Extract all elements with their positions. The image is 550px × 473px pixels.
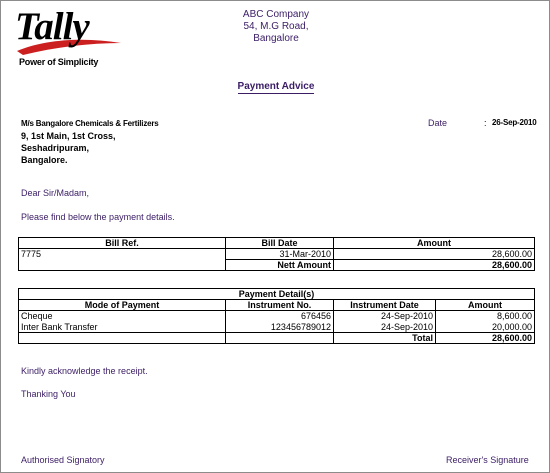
bill-date-cell: 31-Mar-2010 bbox=[226, 249, 334, 260]
closing-text: Thanking You bbox=[21, 389, 76, 399]
table-row bbox=[19, 311, 535, 322]
tally-logo bbox=[15, 7, 125, 69]
company-address-line1: 54, M.G Road, bbox=[243, 21, 309, 32]
total-value: 28,600.00 bbox=[436, 333, 535, 344]
date-colon: : bbox=[484, 118, 487, 128]
instrument-date-cell: 24-Sep-2010 bbox=[334, 311, 436, 322]
column-header: Mode of Payment bbox=[19, 300, 226, 311]
column-header: Bill Ref. bbox=[19, 238, 226, 249]
intro-text: Please find below the payment details. bbox=[21, 212, 175, 222]
authorised-signatory: Authorised Signatory bbox=[21, 455, 105, 465]
column-header: Instrument Date bbox=[334, 300, 436, 311]
payment-mode-cell: Inter Bank Transfer bbox=[19, 322, 226, 333]
payments-header-row bbox=[19, 300, 535, 311]
column-header: Instrument No. bbox=[226, 300, 334, 311]
document-title-text: Payment Advice bbox=[237, 81, 315, 92]
party-address-line: Bangalore. bbox=[21, 155, 68, 165]
instrument-date-cell: 24-Sep-2010 bbox=[334, 322, 436, 333]
empty-cell bbox=[226, 333, 334, 344]
bill-ref-cell: 7775 bbox=[19, 249, 226, 260]
salutation: Dear Sir/Madam, bbox=[21, 188, 90, 198]
company-address-line2: Bangalore bbox=[253, 33, 299, 44]
logo-tagline: Power of Simplicity bbox=[19, 57, 99, 67]
column-header: Bill Date bbox=[226, 238, 334, 249]
total-row bbox=[19, 333, 535, 344]
empty-cell bbox=[19, 333, 226, 344]
party-address-line: 9, 1st Main, 1st Cross, bbox=[21, 131, 116, 141]
table-row bbox=[19, 322, 535, 333]
column-header: Amount bbox=[436, 300, 535, 311]
payments-table bbox=[18, 288, 535, 344]
empty-cell bbox=[19, 260, 226, 271]
acknowledge-text: Kindly acknowledge the receipt. bbox=[21, 366, 148, 376]
payment-amount-cell: 20,000.00 bbox=[436, 322, 535, 333]
company-name: ABC Company bbox=[242, 9, 310, 20]
instrument-no-cell: 123456789012 bbox=[226, 322, 334, 333]
bills-table bbox=[18, 237, 535, 271]
company-header bbox=[181, 9, 371, 45]
payments-caption-row bbox=[19, 289, 535, 300]
nett-amount-row bbox=[19, 260, 535, 271]
column-header: Amount bbox=[334, 238, 535, 249]
total-label: Total bbox=[334, 333, 436, 344]
nett-amount-label: Nett Amount bbox=[226, 260, 334, 271]
payment-amount-cell: 8,600.00 bbox=[436, 311, 535, 322]
instrument-no-cell: 676456 bbox=[226, 311, 334, 322]
bill-amount-cell: 28,600.00 bbox=[334, 249, 535, 260]
table-row bbox=[19, 249, 535, 260]
nett-amount-value: 28,600.00 bbox=[334, 260, 535, 271]
party-address-line: Seshadripuram, bbox=[21, 143, 90, 153]
receiver-signature: Receiver's Signature bbox=[446, 455, 529, 465]
party-name: M/s Bangalore Chemicals & Fertilizers bbox=[21, 119, 159, 128]
payments-caption: Payment Detail(s) bbox=[19, 289, 535, 300]
date-label: Date bbox=[428, 118, 448, 128]
logo-brand-text: Tally bbox=[15, 5, 89, 48]
date-value: 26-Sep-2010 bbox=[492, 118, 537, 127]
payment-mode-cell: Cheque bbox=[19, 311, 226, 322]
bills-header-row bbox=[19, 238, 535, 249]
document-title bbox=[181, 81, 371, 92]
party-address-block bbox=[21, 118, 159, 166]
